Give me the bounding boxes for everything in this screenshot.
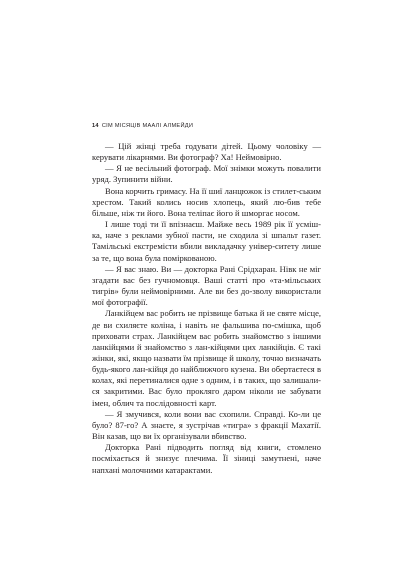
- running-title: СІМ МІСЯЦІВ МААЛІ АЛМЕЙДИ: [101, 123, 194, 129]
- running-header: [92, 123, 193, 129]
- body-text: [92, 141, 321, 476]
- page-number: 14: [92, 123, 99, 129]
- paragraph: — Я змучився, коли вони вас схопили. Справді. Ко-ли це було? 87-го? А знаєте, я зустрічав «тигра» з фракції Махатії. Він казав, що ви їх організували вбивство.: [92, 408, 321, 442]
- paragraph: Вона корчить гримасу. На її шиї ланцюжок із стилет-ським хрестом. Такий колись носив хлопець, який лю-бив тебе більше, ніж ти його. Вона теліпає його й шморгає носом.: [92, 185, 321, 218]
- paragraph: І лише тоді ти її впізнаєш. Майже весь 1989 рік її усміш-ка, наче з реклами зубної пасти, не сходила зі шпальт газет. Тамільські екстремісти вбили викладачку універ-ситету лише за те, що вона була поміркованою.: [92, 219, 321, 263]
- paragraph: — Цій жінці треба годувати дітей. Цьому чоловіку — керувати лікарнями. Ви фотограф? Ха! Неймовірно.: [92, 141, 321, 163]
- paragraph: Ланкійцем вас робить не прізвище батька й не святе місце, де ви схиляєте коліна, і навіть не фальшива по-смішка, щоб приховати страх. Ланкійцем вас робить знайомство з іншими ланкійцями й знайомство з лан-кійцями цих ланкійців. Є такі жінки, які, якщо назвати їм прізвище й школу, точно визначать будь-якого лан-кійця до найближчого кузена. Ви обертаєтеся в колах, які перетиналися одне з одним, і в таких, що залишали-ся закритими. Вас було прокляго даром ніколи не забувати імен, облич та послідовності карт.: [92, 308, 321, 408]
- paragraph: Докторка Рані підводить погляд від книги, стомлено посміхається й знизує плечима. Її зіниці замутнені, наче напхані молочними катарактами.: [92, 442, 321, 475]
- paragraph: — Я вас знаю. Ви — докторка Рані Срідхаран. Нівк не міг згадати вас без гучномовця. Ваші статті про «та-мільських тигрів» були неймовірними. Але ви без до-зволу використали мої фотографії.: [92, 263, 321, 308]
- paragraph: — Я не весільний фотограф. Мої знімки можуть повалити уряд. Зупинити війни.: [92, 163, 321, 185]
